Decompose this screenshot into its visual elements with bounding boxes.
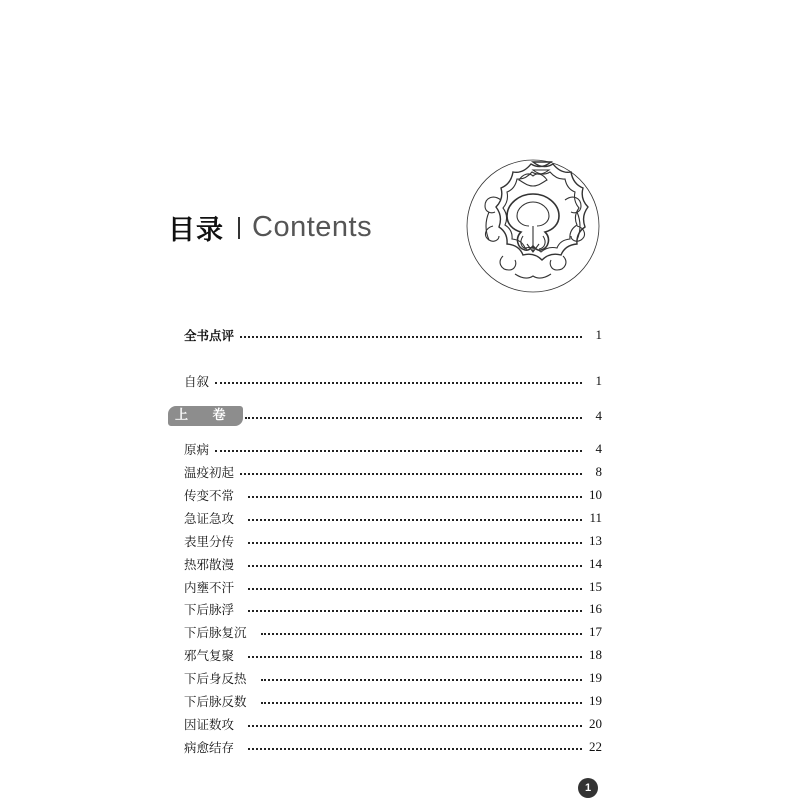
toc-entry[interactable] [184, 326, 602, 344]
toc-entry-page: 18 [589, 647, 602, 662]
toc-entry-label: 下后脉浮 [184, 602, 235, 617]
toc-entry-label: 表里分传 [184, 534, 235, 549]
toc-entry-page: 17 [589, 624, 602, 639]
toc-entry[interactable] [184, 692, 602, 710]
title-english: Contents [252, 211, 373, 243]
dot-leader [248, 542, 582, 544]
toc-entry-page: 4 [595, 408, 602, 423]
toc-entry-page: 11 [589, 510, 602, 525]
toc-entry[interactable] [184, 555, 602, 573]
toc-entry-page: 19 [589, 693, 602, 708]
toc-entry[interactable] [184, 623, 602, 641]
toc-entry[interactable] [184, 600, 602, 618]
dot-leader [248, 656, 582, 658]
toc-entry-page: 13 [589, 533, 602, 548]
toc-entry-page: 14 [589, 556, 602, 571]
toc-entry-page: 20 [589, 716, 602, 731]
dot-leader [261, 702, 582, 704]
toc-entry-page: 1 [595, 373, 602, 388]
toc-entry-page: 8 [595, 464, 602, 479]
dot-leader [261, 679, 582, 681]
toc-entry-label: 病愈结存 [184, 740, 235, 755]
dot-leader [215, 450, 582, 452]
dot-leader [248, 725, 582, 727]
toc-entry-label: 急证急攻 [184, 511, 235, 526]
toc-entry-page: 4 [595, 441, 602, 456]
dot-leader [248, 748, 582, 750]
dot-leader [240, 473, 582, 475]
toc-entry-label: 下后脉反数 [184, 694, 247, 709]
toc-entry-label: 传变不常 [184, 488, 235, 503]
dot-leader [261, 633, 582, 635]
dot-leader [245, 417, 582, 419]
toc-entry-label: 内壅不汗 [184, 580, 235, 595]
toc-entry[interactable] [184, 578, 602, 596]
toc-entry[interactable] [184, 715, 602, 733]
toc-entry-page: 15 [589, 579, 602, 594]
toc-entry-label: 全书点评 [184, 328, 235, 343]
toc-entry-label: 原病 [184, 442, 210, 457]
dot-leader [240, 336, 582, 338]
dot-leader [215, 382, 582, 384]
toc-entry[interactable] [184, 509, 602, 527]
toc-entry[interactable] [184, 532, 602, 550]
toc-entry-label: 下后脉复沉 [184, 625, 247, 640]
toc-entry-label: 热邪散漫 [184, 557, 235, 572]
dot-leader [248, 588, 582, 590]
dot-leader [248, 565, 582, 567]
toc-entry[interactable] [184, 738, 602, 756]
toc-entry-label: 温疫初起 [184, 465, 235, 480]
toc-entry-label: 自叙 [184, 374, 210, 389]
title-chinese: 目录 [168, 215, 224, 246]
toc-entry-page: 22 [589, 739, 602, 754]
page-number-badge: 1 [578, 778, 598, 798]
toc-entry-page: 19 [589, 670, 602, 685]
toc-entry-label: 下后身反热 [184, 671, 247, 686]
toc-entry[interactable] [184, 646, 602, 664]
toc-entry[interactable] [184, 372, 602, 390]
toc-entry[interactable] [184, 463, 602, 481]
section-badge: 上 卷 [168, 406, 243, 426]
toc-entry-label: 因证数攻 [184, 717, 235, 732]
toc-entry[interactable] [184, 440, 602, 458]
toc-entry-page: 1 [595, 327, 602, 342]
dot-leader [248, 610, 582, 612]
toc-entry-page: 16 [589, 601, 602, 616]
toc-entry-page: 10 [589, 487, 602, 502]
dot-leader [248, 519, 582, 521]
toc-entry[interactable] [184, 669, 602, 687]
dot-leader [248, 496, 582, 498]
toc-entry[interactable] [184, 486, 602, 504]
toc-entry-label: 邪气复聚 [184, 648, 235, 663]
toc-section-entry[interactable] [168, 407, 602, 425]
